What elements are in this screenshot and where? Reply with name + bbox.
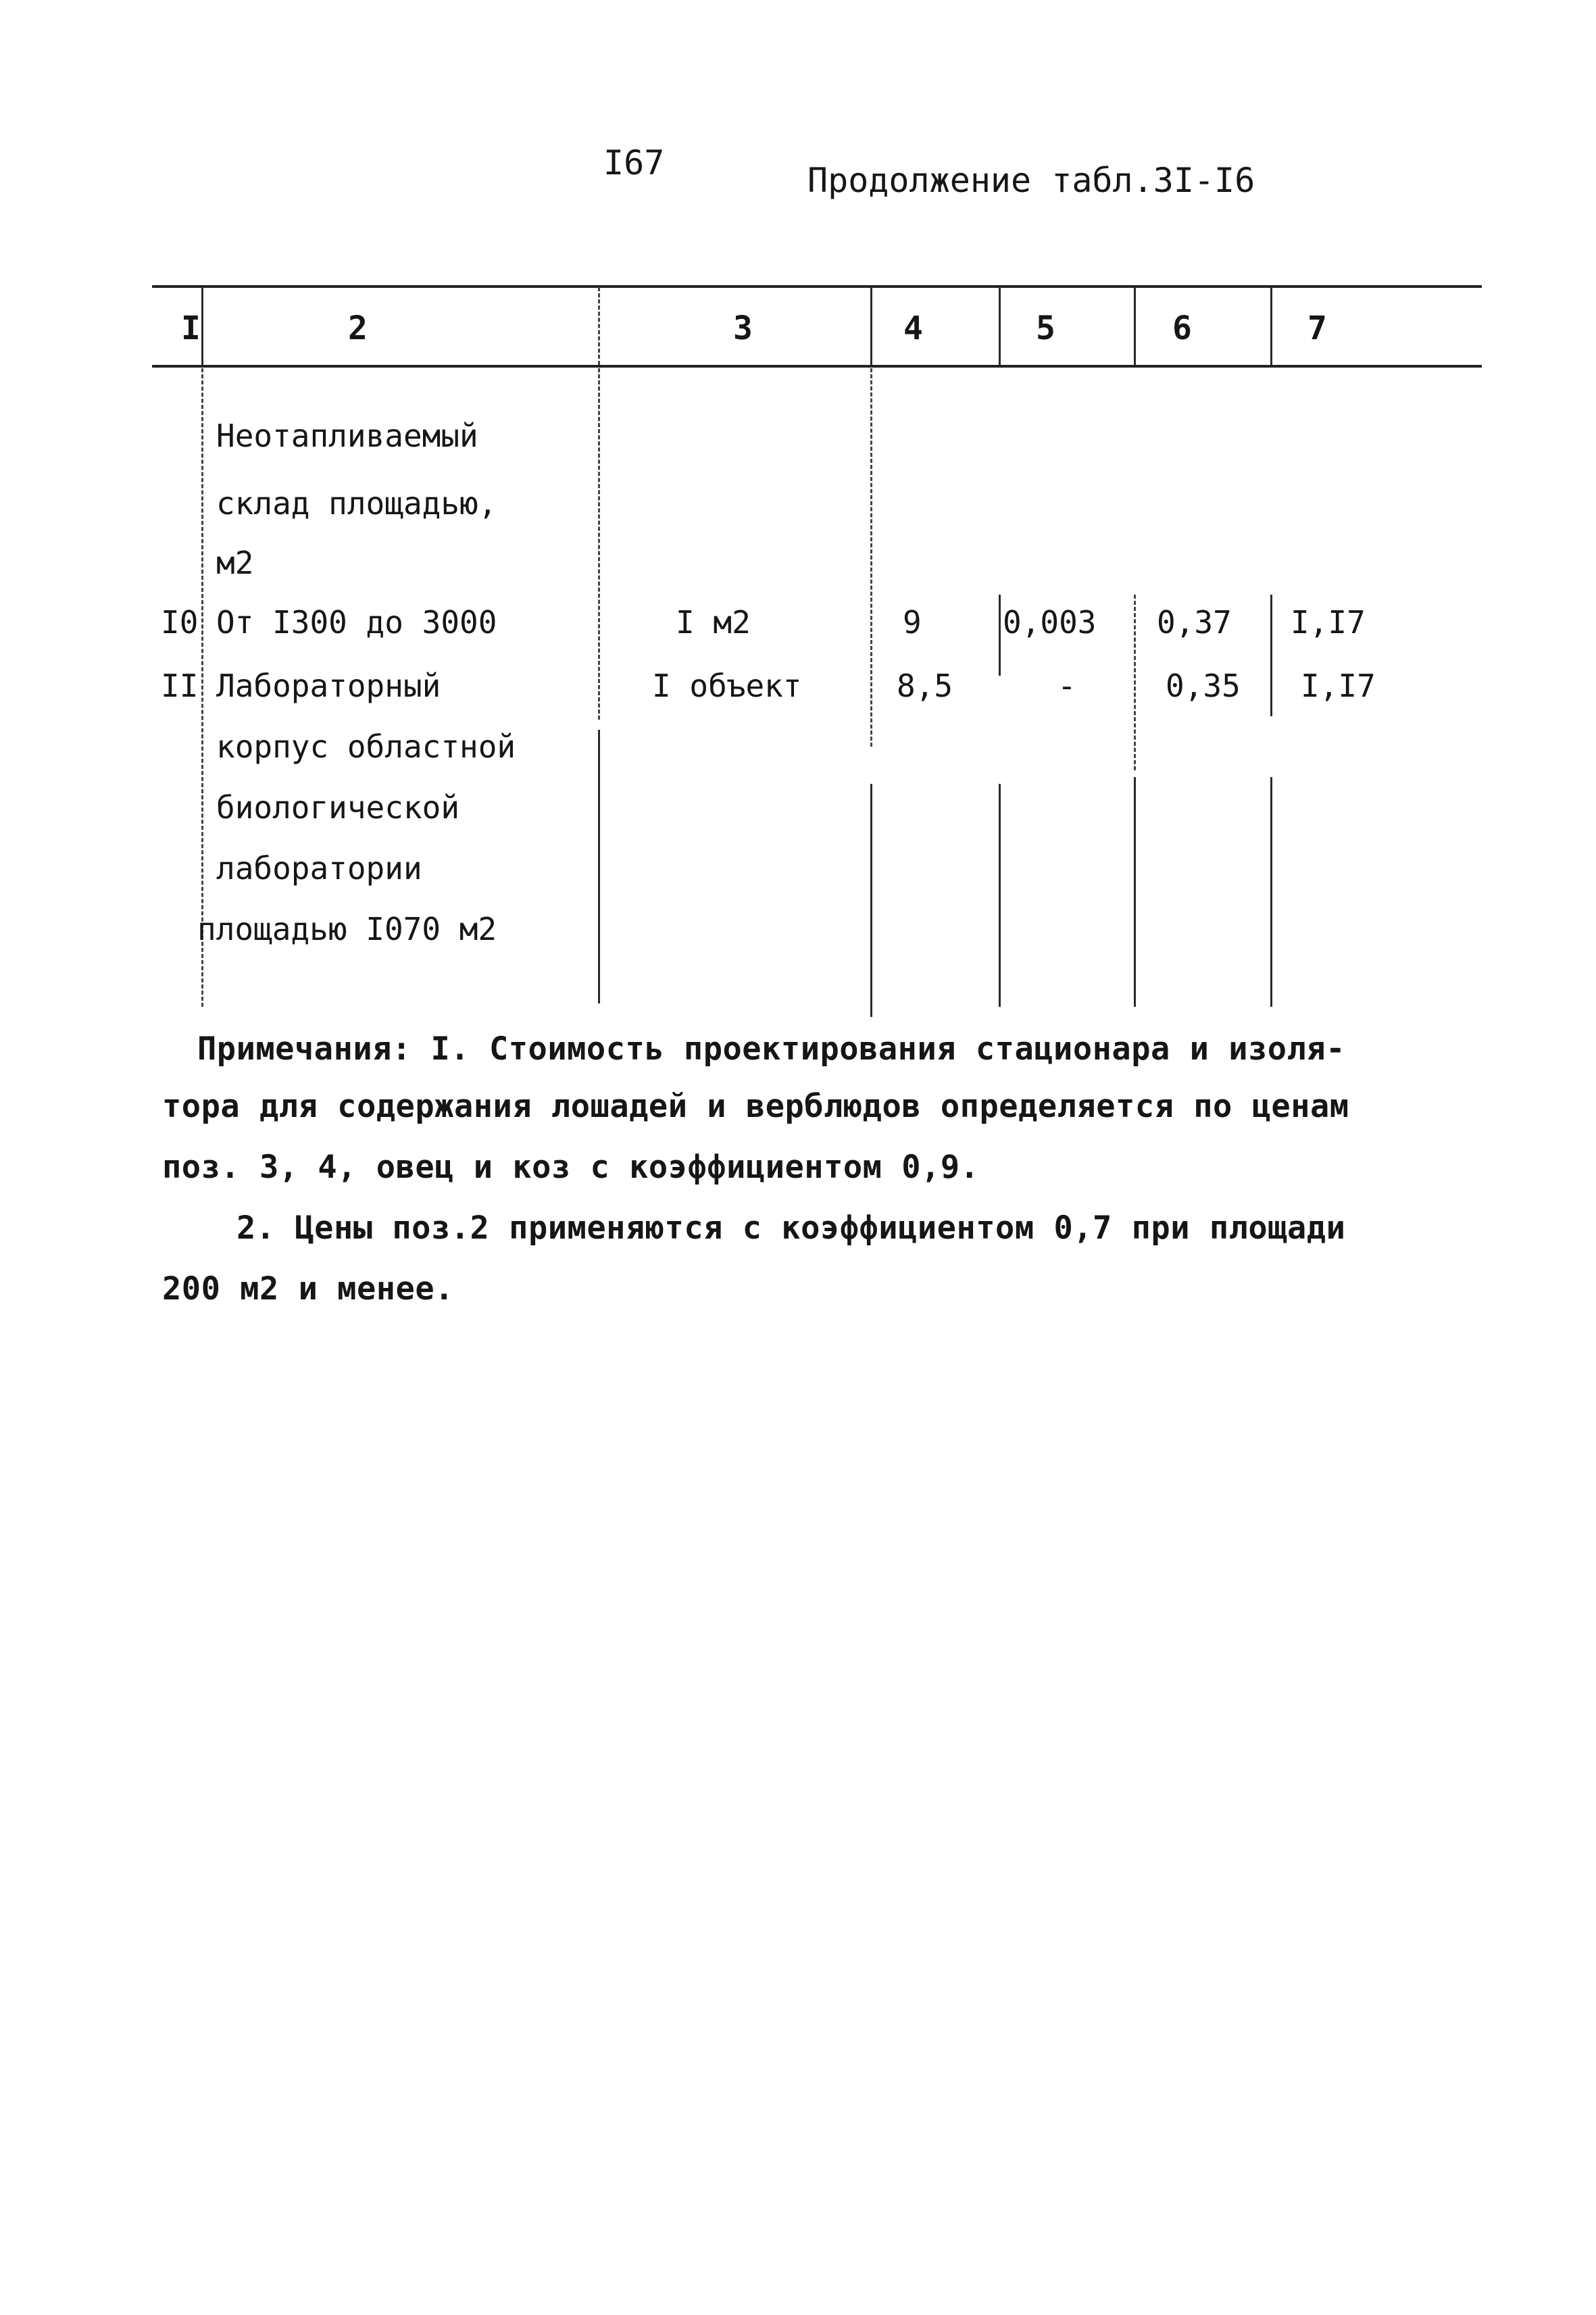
column-header: 5 [1036, 309, 1055, 347]
col-sep [598, 368, 600, 720]
col-sep [870, 784, 872, 1017]
note-line: тора для содержания лошадей и верблюдов определяется по ценам [162, 1088, 1349, 1125]
col-sep [1270, 777, 1272, 1007]
col-sep [870, 368, 872, 747]
col-sep [1270, 287, 1272, 365]
col-sep [999, 784, 1001, 1007]
column-header: 2 [348, 309, 368, 347]
row-col6: 0,37 [1157, 604, 1232, 641]
row-col7: I,I7 [1291, 604, 1366, 641]
col-sep [1270, 595, 1272, 716]
row-unit: I м2 [676, 604, 751, 641]
row-name-line: От I300 до 3000 [216, 604, 497, 641]
row-unit: I объект [652, 668, 802, 704]
row-col4: 8,5 [897, 668, 953, 704]
row-name-line: корпус областной [216, 728, 516, 765]
note-line: 2. Цены поз.2 применяются с коэффициентом 0,7 при площади [236, 1210, 1346, 1247]
note-line: 200 м2 и менее. [162, 1270, 454, 1308]
column-header: 6 [1172, 309, 1192, 347]
col-sep [201, 287, 203, 365]
col-sep [999, 595, 1001, 676]
page-number: I67 [603, 143, 665, 182]
row-number: II [161, 668, 199, 704]
column-header: 7 [1307, 309, 1327, 347]
row-name-line: Лабораторный [216, 668, 441, 704]
group-title-line: склад площадью, [216, 485, 497, 522]
note-line: поз. 3, 4, овец и коз с коэффициентом 0,9. [162, 1149, 980, 1186]
table-continuation-title: Продолжение табл.3I-I6 [807, 161, 1255, 200]
group-title-line: м2 [216, 545, 254, 581]
row-number: I0 [161, 604, 199, 641]
col-sep [598, 287, 600, 365]
column-header: 4 [903, 309, 923, 347]
table-top-rule [152, 285, 1482, 288]
column-header: I [181, 309, 201, 347]
row-name-line: лаборатории [216, 850, 422, 887]
col-sep [870, 287, 872, 365]
col-sep [1134, 595, 1136, 770]
row-col5: - [1057, 668, 1076, 704]
col-sep [598, 730, 600, 1003]
group-title-line: Неотапливаемый [216, 418, 478, 454]
row-name-line: биологической [216, 789, 460, 826]
table-header-rule [152, 365, 1482, 368]
row-name-line: площадью I070 м2 [197, 911, 497, 947]
row-col4: 9 [903, 604, 922, 641]
col-sep [1134, 777, 1136, 1007]
col-sep [999, 287, 1001, 365]
column-header: 3 [733, 309, 753, 347]
row-col5: 0,003 [1003, 604, 1097, 641]
row-col6: 0,35 [1166, 668, 1241, 704]
col-sep [1134, 287, 1136, 365]
row-col7: I,I7 [1301, 668, 1376, 704]
note-line: Примечания: I. Стоимость проектирования стационара и изоля- [197, 1030, 1345, 1068]
